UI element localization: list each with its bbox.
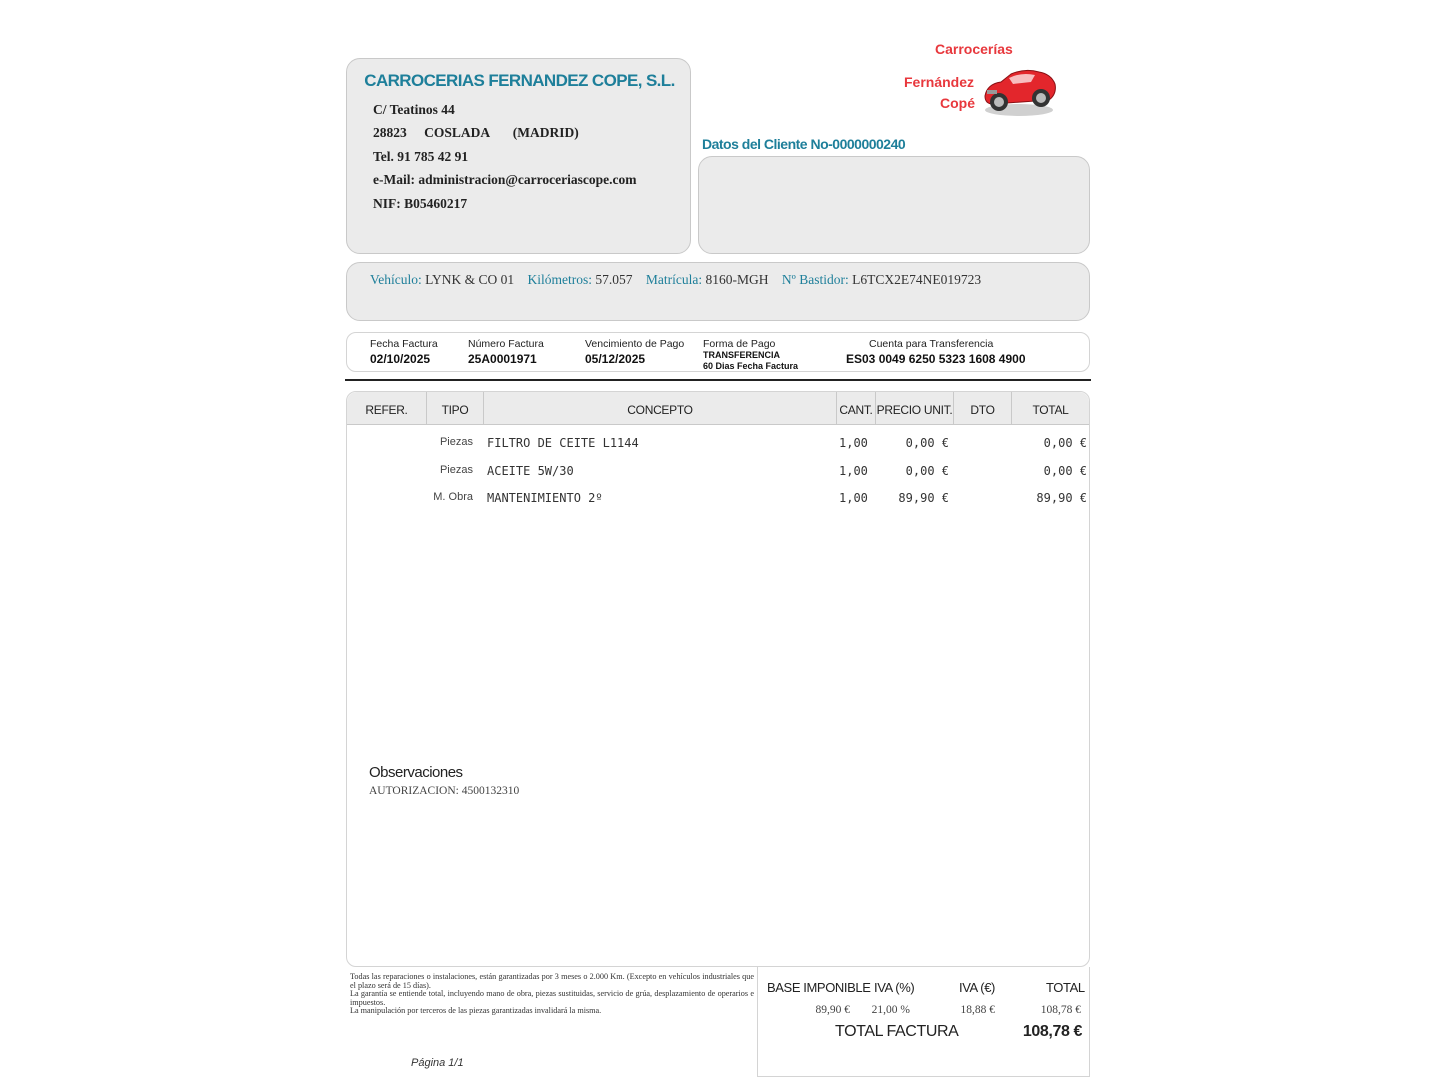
due-date: 05/12/2025	[585, 352, 646, 366]
col-dto: DTO	[954, 392, 1012, 424]
col-cant: CANT.	[837, 392, 876, 424]
base-label: BASE IMPONIBLE	[767, 980, 871, 995]
row-precio: 89,90 €	[898, 491, 949, 505]
row-precio: 0,00 €	[905, 464, 949, 478]
guarantee-line-1: Todas las reparaciones o instalaciones, están garantizadas por 3 meses o 2.000 Km. (Excepto en vehículos industriales que el plazo será de 15 días).	[350, 972, 754, 990]
row-tipo: Piezas	[439, 436, 473, 448]
total-value: 108,78 €	[1040, 1004, 1081, 1016]
invoice-number-label: Número Factura	[468, 338, 544, 350]
plate-label: Matrícula:	[645, 272, 703, 287]
col-refer: REFER.	[347, 392, 427, 424]
iva-pct-value: 21,00 %	[871, 1004, 910, 1016]
vin-label: Nº Bastidor:	[781, 272, 849, 287]
base-value: 89,90 €	[815, 1004, 850, 1016]
invoice-number-field	[468, 338, 544, 366]
vehicle-box	[346, 262, 1090, 321]
invoice-date: 02/10/2025	[370, 352, 431, 366]
col-tipo: TIPO	[427, 392, 484, 424]
due-date-field	[585, 338, 684, 366]
col-concepto: CONCEPTO	[484, 392, 837, 424]
vehicle-label: Vehículo:	[370, 272, 422, 287]
col-precio: PRECIO UNIT.	[876, 392, 954, 424]
payment-terms: 60 Dias Fecha Factura	[703, 361, 799, 371]
payment-method-field	[703, 338, 798, 372]
logo-text-line1: Carrocerías	[935, 41, 1013, 57]
company-phone: Tel. 91 785 42 91	[373, 149, 469, 164]
company-address: C/ Teatinos 44	[373, 102, 455, 117]
company-name: CARROCERIAS FERNANDEZ COPE, S.L.	[364, 71, 675, 90]
vehicle-line	[370, 272, 991, 288]
transfer-account-field	[846, 338, 1086, 366]
company-email: e-Mail: administracion@carroceriascope.com	[373, 172, 637, 187]
row-concepto: ACEITE 5W/30	[487, 464, 574, 478]
col-total: TOTAL	[1032, 403, 1069, 417]
total-invoice-label: TOTAL FACTURA	[835, 1023, 959, 1040]
invoice-date-field	[370, 338, 438, 366]
invoice-info-box	[346, 332, 1090, 372]
car-logo-icon	[979, 60, 1059, 120]
row-tipo: M. Obra	[433, 491, 473, 503]
company-province: (MADRID)	[512, 125, 579, 140]
client-data-title: Datos del Cliente No-0000000240	[702, 136, 906, 152]
items-table-header	[347, 392, 1089, 425]
due-date-label: Vencimiento de Pago	[585, 338, 685, 350]
observations-title: Observaciones	[369, 764, 463, 781]
company-city-line	[373, 125, 579, 141]
payment-method-label: Forma de Pago	[703, 338, 776, 350]
vehicle-value: LYNK & CO 01	[425, 272, 515, 287]
plate-value: 8160-MGH	[705, 272, 769, 287]
company-postcode: 28823	[373, 125, 407, 140]
total-invoice-value: 108,78 €	[1022, 1023, 1082, 1040]
vin-value: L6TCX2E74NE019723	[852, 272, 982, 287]
guarantee-line-3: La manipulación por terceros de las piezas garantizadas invalidará la misma.	[350, 1006, 602, 1015]
row-total: 89,90 €	[1036, 491, 1087, 505]
iva-amount-label: IVA (€)	[959, 980, 995, 995]
km-value: 57.057	[595, 272, 633, 287]
observations-text: AUTORIZACION: 4500132310	[369, 785, 520, 797]
transfer-account-label: Cuenta para Transferencia	[869, 338, 994, 350]
invoice-number: 25A0001971	[468, 352, 537, 366]
payment-method: TRANSFERENCIA	[703, 350, 781, 360]
row-tipo: Piezas	[439, 464, 473, 476]
row-concepto: MANTENIMIENTO 2º	[487, 491, 603, 505]
company-city: COSLADA	[424, 125, 490, 140]
company-box	[346, 58, 691, 254]
row-cant: 1,00	[839, 464, 868, 478]
row-concepto: FILTRO DE CEITE L1144	[487, 436, 639, 450]
invoice-date-label: Fecha Factura	[370, 338, 438, 350]
header-divider	[345, 379, 1091, 381]
items-table	[346, 391, 1090, 967]
row-cant: 1,00	[839, 436, 868, 450]
company-nif: NIF: B05460217	[373, 196, 468, 211]
page-number: Página 1/1	[411, 1057, 464, 1069]
total-label: TOTAL	[1046, 980, 1085, 995]
logo-text-line3: Copé	[940, 95, 975, 111]
row-cant: 1,00	[839, 491, 868, 505]
row-precio: 0,00 €	[905, 436, 949, 450]
iva-pct-label: IVA (%)	[874, 980, 915, 995]
client-data-box	[698, 156, 1090, 254]
iva-amount-value: 18,88 €	[960, 1004, 995, 1016]
guarantee-text	[350, 973, 754, 1016]
company-logo	[895, 38, 1065, 123]
row-total: 0,00 €	[1043, 436, 1087, 450]
table-row	[347, 464, 1089, 484]
logo-text-line2: Fernández	[904, 74, 975, 90]
transfer-account: ES03 0049 6250 5323 1608 4900	[846, 352, 1026, 366]
guarantee-line-2: La garantía se entiende total, incluyendo mano de obra, piezas sustituidas, servicio de grúa, desplazamiento de operarios e impuestos.	[350, 989, 754, 1007]
table-row	[347, 491, 1089, 511]
km-label: Kilómetros:	[527, 272, 593, 287]
row-total: 0,00 €	[1043, 464, 1087, 478]
table-row	[347, 436, 1089, 456]
